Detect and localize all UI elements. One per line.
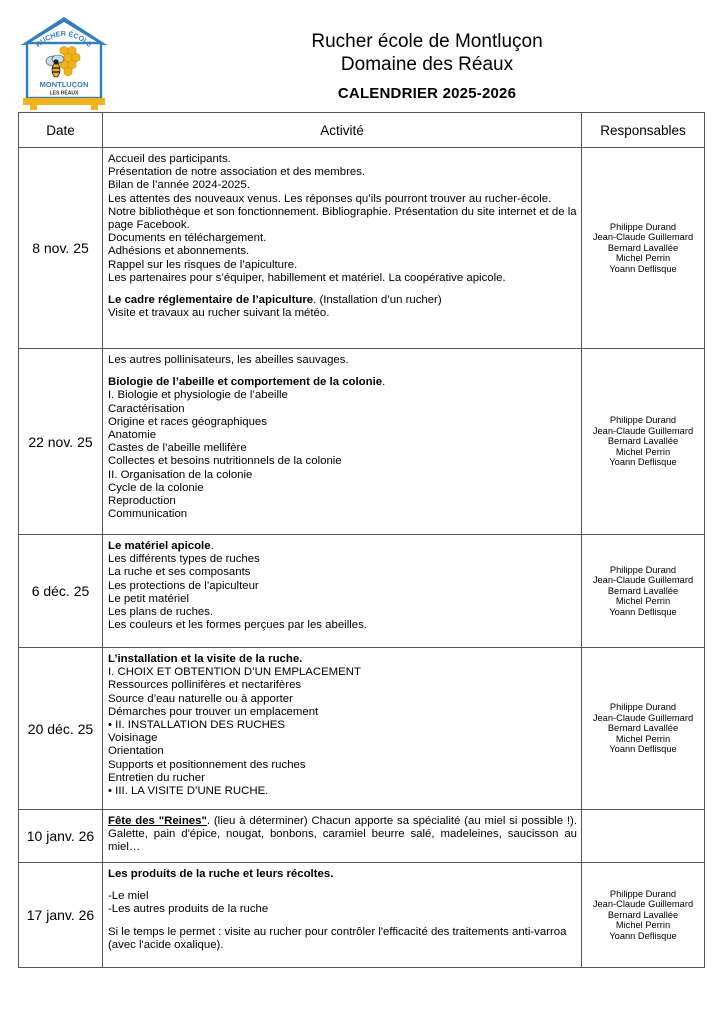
responsable-name: Bernard Lavallée xyxy=(607,242,679,253)
responsable-name: Jean-Claude Guillemard xyxy=(592,425,694,436)
table-row xyxy=(19,810,705,863)
session-activity xyxy=(103,148,582,349)
activity-line: Collectes et besoins nutritionnels de la colonie xyxy=(108,455,342,468)
table-row xyxy=(19,648,705,810)
activity-line: Les autres pollinisateurs, les abeilles sauvages. xyxy=(108,354,349,366)
activity-line: Anatomie xyxy=(108,429,157,442)
activity-line: Ressources pollinifères et nectarifères xyxy=(108,679,302,692)
responsable-name: Michel Perrin xyxy=(615,446,671,457)
session-activity xyxy=(103,810,582,863)
session-responsables-empty xyxy=(582,810,705,863)
table-row xyxy=(19,535,705,648)
title-line-2: Domaine des Réaux xyxy=(340,54,514,75)
activity-line: • II. INSTALLATION DES RUCHES xyxy=(108,719,285,732)
activity-heading-suffix: . xyxy=(210,540,214,552)
activity-line: I. CHOIX ET OBTENTION D’UN EMPLACEMENT xyxy=(108,666,361,679)
responsable-name: Philippe Durand xyxy=(609,221,677,232)
activity-line: Communication xyxy=(108,508,188,521)
activity-line: La ruche et ses composants xyxy=(108,566,251,579)
column-header-responsables: Responsables xyxy=(582,113,705,148)
session-date: 6 déc. 25 xyxy=(19,535,103,648)
session-date: 10 janv. 26 xyxy=(19,810,103,863)
activity-heading: Le cadre réglementaire de l’apiculture xyxy=(108,294,314,307)
responsable-name: Philippe Durand xyxy=(609,564,677,575)
session-responsables xyxy=(582,648,705,810)
activity-line: Voisinage xyxy=(108,732,158,745)
session-responsables xyxy=(582,148,705,349)
activity-heading: Le matériel apicole xyxy=(108,540,211,552)
activity-heading-line xyxy=(108,376,577,389)
responsable-name: Jean-Claude Guillemard xyxy=(592,575,694,586)
activity-line: Notre bibliothèque et son fonctionnement. Bibliographie. Présentation du site internet et de la page Facebook. xyxy=(108,205,577,232)
activity-line: Cycle de la colonie xyxy=(108,481,204,494)
activity-line: Les plans de ruches. xyxy=(108,606,214,619)
responsable-name: Michel Perrin xyxy=(615,920,671,931)
event-description: . (lieu à déterminer) Chacun apporte sa spécialité (au miel si possible !). Galette, pain d'épice, nougat, bonbons, caramiel beurre salé, madeleines, saucisson au miel… xyxy=(108,815,577,854)
activity-line: Caractérisation xyxy=(108,402,185,415)
responsable-name: Bernard Lavallée xyxy=(607,436,679,447)
logo-arc-text: RUCHER ÉCOLE xyxy=(33,28,95,50)
activity-line: Supports et positionnement des ruches xyxy=(108,758,306,771)
activity-line: Accueil des participants. xyxy=(108,153,231,165)
activity-line: Rappel sur les risques de l’apiculture. xyxy=(108,258,298,271)
session-activity xyxy=(103,648,582,810)
activity-line: Reproduction xyxy=(108,495,176,508)
calendar-subtitle: CALENDRIER 2025-2026 xyxy=(337,85,517,102)
activity-line: Source d’eau naturelle ou à apporter xyxy=(108,692,293,705)
table-row xyxy=(19,148,705,349)
activity-line: Les couleurs et les formes perçues par les abeilles. xyxy=(108,619,367,632)
activity-heading: L’installation et la visite de la ruche. xyxy=(108,653,303,665)
activity-heading-line xyxy=(108,540,577,553)
rucher-ecole-logo xyxy=(18,14,110,112)
table-header-row xyxy=(19,113,705,148)
responsable-name: Bernard Lavallée xyxy=(607,585,679,596)
session-responsables xyxy=(582,349,705,535)
activity-heading: Biologie de l’abeille et comportement de la colonie xyxy=(108,376,383,389)
session-activity xyxy=(103,349,582,535)
activity-line: Orientation xyxy=(108,745,164,758)
column-header-date: Date xyxy=(19,113,103,148)
activity-line: Adhésions et abonnements. xyxy=(108,245,250,258)
session-date: 20 déc. 25 xyxy=(19,648,103,810)
activity-line: Les attentes des nouveaux venus. Les réponses qu’ils pourront trouver au rucher-école. xyxy=(108,192,552,205)
responsable-name: Jean-Claude Guillemard xyxy=(592,899,694,910)
activity-line: Les protections de l’apiculteur xyxy=(108,579,259,592)
activity-heading-suffix: . (Installation d’un rucher) xyxy=(313,294,442,307)
session-responsables xyxy=(582,863,705,968)
activity-line: I. Biologie et physiologie de l’abeille xyxy=(108,389,288,402)
activity-line: Le petit matériel xyxy=(108,592,190,605)
activity-line: Les différents types de ruches xyxy=(108,553,260,566)
responsable-name: Jean-Claude Guillemard xyxy=(592,232,694,243)
session-date: 8 nov. 25 xyxy=(19,148,103,349)
responsable-name: Philippe Durand xyxy=(609,415,677,426)
activity-heading-line xyxy=(108,294,577,307)
activity-line: • III. LA VISITE D’UNE RUCHE. xyxy=(108,785,269,798)
activity-line: Entretien du rucher xyxy=(108,771,205,784)
responsable-name: Yoann Deflisque xyxy=(609,457,677,468)
column-header-activity: Activité xyxy=(103,113,582,148)
document-header xyxy=(150,30,704,102)
activity-line: Présentation de notre association et des membres. xyxy=(108,166,366,179)
activity-line: Démarches pour trouver un emplacement xyxy=(108,705,319,718)
logo-city: MONTLUÇON xyxy=(39,80,89,89)
responsable-name: Philippe Durand xyxy=(609,888,677,899)
responsable-name: Michel Perrin xyxy=(615,733,671,744)
activity-line: Documents en téléchargement. xyxy=(108,232,267,245)
responsable-name: Yoann Deflisque xyxy=(609,606,677,617)
activity-line: Si le temps le permet : visite au rucher pour contrôler l'efficacité des traitements anti-varroa (avec l'acide oxalique). xyxy=(108,925,567,951)
activity-line: Bilan de l’année 2024-2025. xyxy=(108,179,250,192)
calendar-table xyxy=(18,112,705,968)
responsable-name: Yoann Deflisque xyxy=(609,744,677,755)
table-row xyxy=(19,349,705,535)
logo-place: LES RÉAUX xyxy=(49,90,79,97)
table-row xyxy=(19,863,705,968)
responsable-name: Bernard Lavallée xyxy=(607,909,679,920)
responsable-name: Philippe Durand xyxy=(609,702,677,713)
responsable-name: Jean-Claude Guillemard xyxy=(592,712,694,723)
responsable-name: Yoann Deflisque xyxy=(609,930,677,941)
activity-line: Visite et travaux au rucher suivant la météo. xyxy=(108,307,330,320)
activity-line: II. Organisation de la colonie xyxy=(108,468,253,481)
activity-heading-suffix: . xyxy=(382,376,386,389)
responsable-name: Bernard Lavallée xyxy=(607,723,679,734)
activity-line: Les partenaires pour s’équiper, habillement et matériel. La coopérative apicole. xyxy=(108,271,506,284)
activity-line: Castes de l’abeille mellifère xyxy=(108,442,247,455)
responsable-name: Michel Perrin xyxy=(615,253,671,264)
responsable-name: Yoann Deflisque xyxy=(609,263,677,274)
title-line-1: Rucher école de Montluçon xyxy=(311,31,543,52)
session-activity xyxy=(103,863,582,968)
session-date: 22 nov. 25 xyxy=(19,349,103,535)
session-activity xyxy=(103,535,582,648)
activity-line: Origine et races géographiques xyxy=(108,415,267,428)
event-title: Fête des "Reines" xyxy=(108,815,207,827)
activity-line: -Le miel xyxy=(108,890,149,903)
activity-line: -Les autres produits de la ruche xyxy=(108,903,269,916)
responsable-name: Michel Perrin xyxy=(615,596,671,607)
session-responsables xyxy=(582,535,705,648)
session-date: 17 janv. 26 xyxy=(19,863,103,968)
activity-heading: Les produits de la ruche et leurs récoltes. xyxy=(108,868,334,880)
